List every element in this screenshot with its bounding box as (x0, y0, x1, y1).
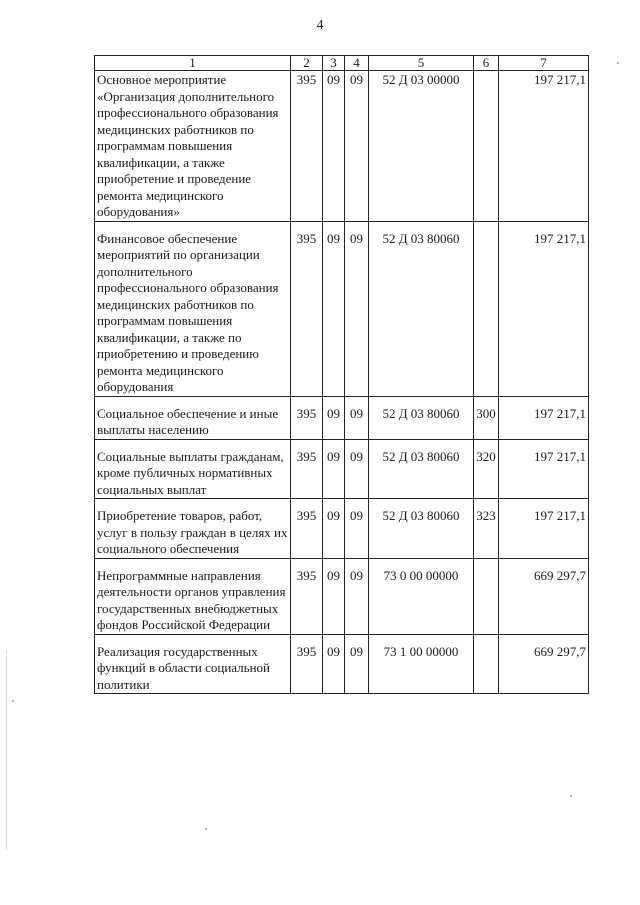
row-name: Реализация государственных функций в области социальной политики (95, 643, 291, 694)
header-col-1: 1 (95, 56, 291, 71)
row-pr: 09 (345, 71, 369, 222)
scan-speck (617, 62, 619, 64)
row-rz: 09 (323, 448, 345, 499)
row-pr: 09 (345, 643, 369, 694)
row-rz: 09 (323, 643, 345, 694)
scan-speck (205, 828, 207, 830)
row-name: Приобретение товаров, работ, услуг в пользу граждан в целях их социального обеспечения (95, 507, 291, 558)
row-gr: 395 (291, 71, 323, 222)
row-gap (95, 221, 589, 230)
row-gr: 395 (291, 567, 323, 635)
header-row (95, 56, 589, 71)
row-vr (474, 230, 499, 397)
row-csr: 73 0 00 00000 (369, 567, 474, 635)
row-pr: 09 (345, 405, 369, 440)
header-col-4: 4 (345, 56, 369, 71)
row-gap (95, 439, 589, 448)
row-gr: 395 (291, 448, 323, 499)
row-sum: 197 217,1 (499, 448, 589, 499)
row-name: Социальные выплаты гражданам, кроме публичных нормативных социальных выплат (95, 448, 291, 499)
row-gap (95, 396, 589, 405)
row-gr: 395 (291, 405, 323, 440)
row-gr: 395 (291, 643, 323, 694)
row-name: Непрограммные направления деятельности органов управления государственных внебюджетных фондов Российской Федерации (95, 567, 291, 635)
row-vr (474, 643, 499, 694)
row-gr: 395 (291, 507, 323, 558)
table-row (95, 643, 589, 694)
row-gap (95, 634, 589, 643)
row-gr: 395 (291, 230, 323, 397)
header-col-7: 7 (499, 56, 589, 71)
row-name: Финансовое обеспечение мероприятий по организации дополнительного профессионального образования медицинских работников по программам повышения квалификации, а также по приобретению и проведению ремонта медицинского оборудования (95, 230, 291, 397)
scan-margin-line (6, 650, 7, 850)
header-col-2: 2 (291, 56, 323, 71)
row-gap (95, 558, 589, 567)
table-row (95, 71, 589, 222)
row-csr: 52 Д 03 80060 (369, 507, 474, 558)
row-rz: 09 (323, 567, 345, 635)
row-rz: 09 (323, 405, 345, 440)
row-vr: 320 (474, 448, 499, 499)
row-csr: 73 1 00 00000 (369, 643, 474, 694)
header-col-3: 3 (323, 56, 345, 71)
row-sum: 197 217,1 (499, 507, 589, 558)
row-gap (95, 499, 589, 508)
row-vr: 300 (474, 405, 499, 440)
row-name: Социальное обеспечение и иные выплаты населению (95, 405, 291, 440)
row-pr: 09 (345, 567, 369, 635)
row-csr: 52 Д 03 00000 (369, 71, 474, 222)
row-sum: 197 217,1 (499, 405, 589, 440)
row-sum: 669 297,7 (499, 643, 589, 694)
row-sum: 197 217,1 (499, 71, 589, 222)
table-row (95, 405, 589, 440)
scan-speck (570, 795, 572, 797)
table-row (95, 507, 589, 558)
row-name: Основное мероприятие «Организация дополнительного профессионального образования медицинских работников по программам повышения квалификации, а также приобретение и проведение ремонта медицинского оборудования» (95, 71, 291, 222)
scan-speck (12, 700, 14, 702)
header-col-6: 6 (474, 56, 499, 71)
row-rz: 09 (323, 230, 345, 397)
table-row (95, 567, 589, 635)
budget-table (94, 55, 589, 694)
row-vr (474, 71, 499, 222)
row-pr: 09 (345, 230, 369, 397)
row-rz: 09 (323, 71, 345, 222)
row-csr: 52 Д 03 80060 (369, 448, 474, 499)
row-rz: 09 (323, 507, 345, 558)
row-csr: 52 Д 03 80060 (369, 230, 474, 397)
table-row (95, 448, 589, 499)
row-sum: 669 297,7 (499, 567, 589, 635)
header-col-5: 5 (369, 56, 474, 71)
row-vr (474, 567, 499, 635)
row-vr: 323 (474, 507, 499, 558)
row-sum: 197 217,1 (499, 230, 589, 397)
page-number: 4 (316, 18, 324, 33)
table-row (95, 230, 589, 397)
row-pr: 09 (345, 507, 369, 558)
row-pr: 09 (345, 448, 369, 499)
row-csr: 52 Д 03 80060 (369, 405, 474, 440)
